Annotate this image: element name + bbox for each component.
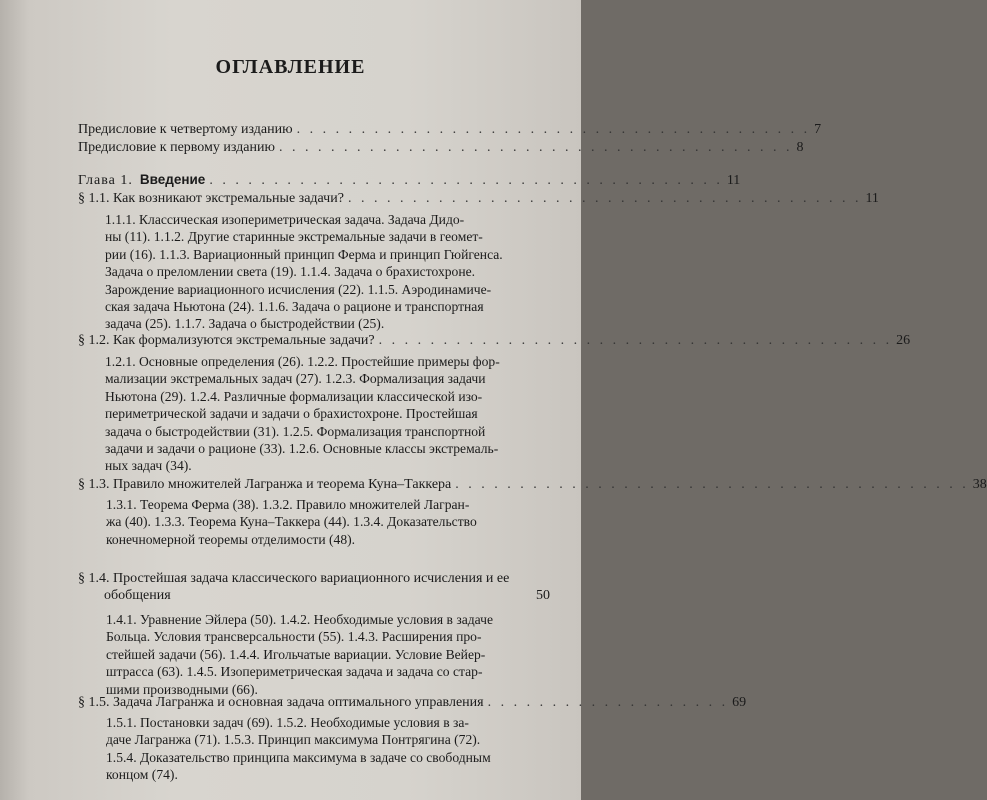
description-line: 1.1.1. Классическая изопериметрическая задача. Задача Дидо- (105, 212, 465, 227)
toc-entry-label: § 1.3. Правило множителей Лагранжа и теорема Куна–Таккера (78, 477, 452, 492)
description-line: задача о быстродействии (31). 1.2.5. Формализация транспортной (105, 423, 486, 439)
chapter-number: Глава 1. (78, 173, 133, 188)
toc-page-number: 11 (726, 173, 741, 188)
description-line: концом (74). (106, 767, 178, 783)
description-line: даче Лагранжа (71). 1.5.3. Принцип максимума Понтрягина (72). (106, 732, 481, 748)
toc-entry-label: § 1.2. Как формализуются экстремальные задачи? (78, 333, 375, 348)
description-line: 1.5.1. Постановки задач (69). 1.5.2. Необходимые условия в за- (106, 715, 469, 730)
toc-entry-label: § 1.5. Задача Лагранжа и основная задача оптимального управления (78, 695, 484, 710)
toc-entry-label: § 1.1. Как возникают экстремальные задачи? (78, 191, 344, 206)
toc-page-number: 50 (536, 588, 550, 603)
toc-entry-section-1-3[interactable] (78, 476, 987, 493)
toc-entry-preface-1[interactable] (78, 139, 804, 156)
section-description (106, 496, 520, 548)
description-line: Больца. Условия трансверсальности (55). 1.4.3. Расширения про- (106, 629, 482, 645)
toc-entry-label: Предисловие к четвертому изданию (78, 122, 293, 137)
toc-page-number: 69 (732, 695, 747, 710)
leader-dots: . . . . . . . . . . . . . . . . . . . . . . . . . . . . . . . . . . . . . . . . (378, 333, 893, 348)
description-line: 1.5.4. Доказательство принципа максимума в задаче со свободным (106, 749, 491, 765)
description-line: периметрической задачи и задачи о брахистохроне. Простейшая (105, 406, 478, 422)
toc-page-number: 7 (814, 122, 822, 137)
section-description (105, 211, 518, 333)
description-line: 1.4.1. Уравнение Эйлера (50). 1.4.2. Необходимые условия в задаче (106, 612, 494, 627)
description-line: стейшей задачи (56). 1.4.4. Игольчатые вариации. Условие Вейер- (106, 646, 486, 662)
description-line: конечномерной теоремы отделимости (48). (106, 531, 356, 547)
description-line: задача (25). 1.1.7. Задача о быстродействии (25). (105, 316, 385, 332)
chapter-heading (78, 171, 205, 189)
description-line: задачи и задачи о рационе (33). 1.2.6. Основные классы экстремаль- (105, 441, 499, 457)
description-line: 1.3.1. Теорема Ферма (38). 1.3.2. Правило множителей Лагран- (106, 497, 470, 512)
page-title: ОГЛАВЛЕНИЕ (215, 56, 366, 78)
toc-entry-section-1-2[interactable] (78, 332, 911, 349)
leader-dots: . . . . . . . . . . . . . . . . . . . . . . . . . . . . . . . . . . . . . . . . (296, 122, 811, 137)
leader-dots: . . . . . . . . . . . . . . . . . . . . . . . . . . . . . . . . . . . . . . . . (347, 191, 862, 206)
description-line: Задача о преломлении света (19). 1.1.4. Задача о брахистохроне. (105, 264, 476, 280)
section-description (106, 714, 522, 784)
leader-dots: . . . . . . . . . . . . . . . . . . . . . . . . . . . . . . . . . . . . . . . . (209, 173, 723, 188)
leader-dots: . . . . . . . . . . . . . . . . . . . (487, 695, 729, 710)
description-line: шими производными (66). (106, 681, 258, 697)
description-line: жа (40). 1.3.3. Теорема Куна–Таккера (44). 1.3.4. Доказательство (106, 514, 477, 530)
toc-entry-section-1-5[interactable] (78, 694, 747, 711)
description-line: ных задач (34). (105, 458, 192, 474)
toc-page-number: 38 (972, 477, 987, 492)
description-line: 1.2.1. Основные определения (26). 1.2.2. Простейшие примеры фор- (105, 354, 500, 369)
description-line: ская задача Ньютона (24). 1.1.6. Задача о рационе и транспортная (105, 299, 484, 315)
leader-dots: . . . . . . . . . . . . . . . . . . . . . . . . . . . . . . . . . . . . . . . . (278, 140, 793, 155)
description-line: рии (16). 1.1.3. Вариационный принцип Ферма и принцип Гюйгенса. (105, 246, 503, 262)
description-line: штрасса (63). 1.4.5. Изопериметрическая задача и задача со стар- (106, 664, 483, 680)
leader-dots: . . . . . . . . . . . . . . . . . . . . . . . . . . . . . . . . . . . . . . . . (455, 477, 969, 492)
toc-page-number: 8 (796, 140, 804, 155)
toc-entry-section-1-4[interactable] (78, 570, 508, 604)
toc-page-number: 11 (865, 191, 879, 206)
toc-page-number-container (500, 587, 550, 604)
toc-entry-label: Предисловие к первому изданию (78, 140, 275, 155)
toc-entry-label-continued: обобщения (104, 588, 171, 603)
toc-page-number: 26 (896, 333, 911, 348)
toc-entry-label: § 1.4. Простейшая задача классического вариационного исчисления и ее (78, 571, 510, 586)
section-description (106, 611, 522, 698)
description-line: ны (11). 1.1.2. Другие старинные экстремальные задачи в геомет- (105, 229, 483, 245)
chapter-name: Введение (139, 172, 206, 187)
description-line: Зарождение вариационного исчисления (22). 1.1.5. Аэродинамиче- (105, 281, 492, 297)
toc-entry-section-1-1[interactable] (78, 190, 879, 207)
description-line: мализации экстремальных задач (27). 1.2.3. Формализация задачи (105, 371, 486, 387)
description-line: Ньютона (29). 1.2.4. Различные формализации классической изо- (105, 388, 483, 404)
toc-entry-preface-4[interactable] (78, 121, 822, 138)
section-description (105, 353, 518, 475)
toc-entry-chapter-1[interactable] (78, 171, 741, 189)
